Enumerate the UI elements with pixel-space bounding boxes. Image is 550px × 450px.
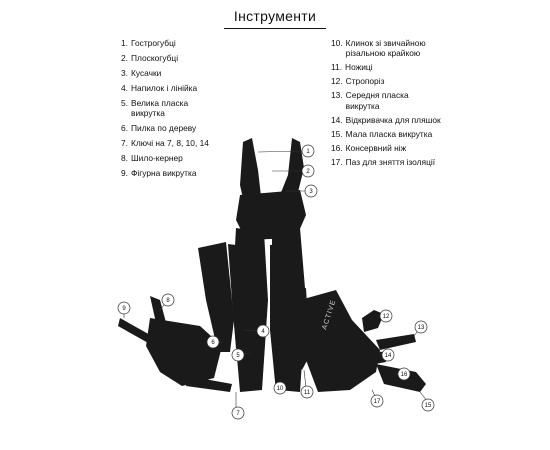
item-number: 17. [331, 156, 343, 167]
item-label: Клинок зі звичайною різальною крайкою [345, 38, 426, 59]
callout-label: 15 [424, 403, 432, 409]
callout-label: 10 [276, 386, 284, 392]
right-tool-bank [300, 290, 380, 392]
item-number: 14. [331, 114, 343, 125]
item-number: 15. [331, 128, 343, 139]
callout-label: 17 [373, 399, 381, 405]
item-label: Відкривачка для пляшок [345, 114, 441, 125]
callout-label: 3 [309, 189, 313, 195]
callout-label: 2 [306, 169, 310, 175]
item-number: 12. [331, 76, 343, 87]
item-label: Напилок і лінійка [131, 83, 198, 93]
callout-label: 4 [261, 329, 265, 335]
callout-label: 1 [306, 149, 310, 155]
item-number: 10. [331, 38, 343, 48]
item-number: 2. [121, 53, 128, 63]
callout-label: 14 [384, 353, 392, 359]
item-label: Стропоріз [345, 76, 385, 87]
item-label: Паз для зняття ізоляції [345, 156, 436, 167]
medium-flat-screwdriver [376, 334, 416, 350]
item-label: Пилка по дереву [131, 123, 197, 134]
item-number: 7. [121, 138, 128, 149]
item-number: 16. [331, 142, 343, 153]
callout-label: 7 [236, 411, 240, 417]
item-number: 11. [331, 62, 343, 73]
item-number: 8. [121, 153, 128, 164]
item-number: 5. [121, 98, 128, 108]
item-label: Кусачки [131, 68, 162, 78]
callout-label: 12 [382, 314, 390, 320]
item-number: 6. [121, 123, 128, 134]
callout-label: 11 [303, 390, 311, 396]
item-number: 13. [331, 90, 343, 101]
item-label: Велика пласка викрутка [131, 98, 189, 119]
item-label: Шило-кернер [131, 153, 183, 164]
callout-label: 6 [211, 340, 215, 346]
page-title: Інструменти [233, 8, 317, 24]
item-label: Фігурна викрутка [131, 168, 197, 179]
item-label: Плоскогубці [131, 53, 179, 63]
item-label: Гострогубці [131, 38, 176, 48]
bottle-opener [360, 350, 386, 366]
item-number: 9. [121, 168, 128, 179]
item-number: 4. [121, 83, 128, 93]
callout-label: 13 [417, 325, 425, 331]
item-label: Мала пласка викрутка [345, 128, 433, 139]
callout-label: 9 [122, 306, 126, 312]
item-label: Ключі на 7, 8, 10, 14 [131, 138, 209, 149]
item-number: 1. [121, 38, 128, 48]
item-label: Ножиці [345, 62, 373, 73]
figured-screwdriver [118, 318, 152, 344]
item-label: Консервний ніж [345, 142, 407, 153]
callout-label: 8 [166, 298, 170, 304]
brand-mark: ACTIVE [321, 298, 338, 331]
callout-label: 5 [236, 353, 240, 359]
item-label: Середня пласка викрутка [345, 90, 409, 111]
callout-label: 16 [400, 372, 408, 378]
item-number: 3. [121, 68, 128, 78]
